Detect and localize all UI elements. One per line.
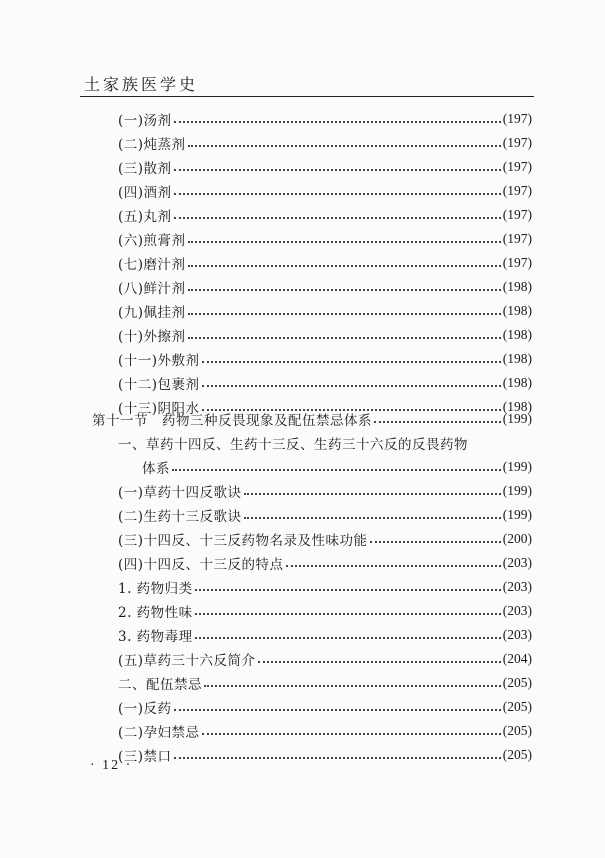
toc-entry-page: (197) [502,159,532,174]
toc-entry-page: (205) [502,747,532,762]
toc-entry-page: (199) [502,459,532,474]
leader-dots [174,709,501,711]
toc-entry-page: (203) [502,555,532,570]
toc-entry [118,744,532,766]
toc-entry [118,108,532,130]
leader-dots [174,121,501,123]
toc-entry-page: (203) [502,579,532,594]
toc-entry [118,204,532,226]
toc-entry [118,552,532,574]
toc-entry-page: (203) [502,627,532,642]
toc-entry-label: (五)草药三十六反简介 [118,653,256,669]
toc-entry-label: (十一)外敷剂 [118,353,200,369]
header-rule [80,96,534,97]
toc-entry-label: 第十一节 药物三种反畏现象及配伍禁忌体系 [92,413,372,429]
leader-dots [188,337,501,339]
toc-entry-page: (197) [502,183,532,198]
toc-entry-page: (198) [502,399,532,414]
toc-entry-label: (四)酒剂 [118,185,172,201]
toc-entry [118,600,532,622]
toc-entry-page: (198) [502,351,532,366]
leader-dots [188,313,501,315]
toc-entry [118,528,532,550]
toc-entry-label: (三)禁口 [118,749,172,765]
toc-entry [118,576,532,598]
toc-entry [142,456,532,478]
toc-entry-page: (205) [502,723,532,738]
leader-dots [174,169,501,171]
toc-entry-page: (197) [502,207,532,222]
toc-entry [118,348,532,370]
toc-entry-page: (198) [502,327,532,342]
toc-entry [118,276,532,298]
leader-dots [188,265,501,267]
toc-entry [118,624,532,646]
toc-entry [118,228,532,250]
toc-entry-label: 体系 [142,461,170,477]
toc-entry-page: (197) [502,231,532,246]
toc-entry-label: (二)生药十三反歌诀 [118,509,242,525]
leader-dots [374,421,501,423]
toc-entry [118,300,532,322]
toc-entry-label: 1. 药物归类 [118,581,193,597]
leader-dots [370,541,501,543]
leader-dots [244,493,501,495]
toc-entry-label: (八)鲜汁剂 [118,281,186,297]
toc-entry [118,648,532,670]
leader-dots [244,517,501,519]
leader-dots [286,565,501,567]
leader-dots [202,361,501,363]
toc-entry [118,672,532,694]
toc-entry [118,372,532,394]
toc-entry-page: (199) [502,483,532,498]
toc-entry-label: (五)丸剂 [118,209,172,225]
toc-entry-page: (198) [502,375,532,390]
leader-dots [258,661,501,663]
toc-entry-page: (197) [502,111,532,126]
toc-entry-page: (203) [502,603,532,618]
toc-entry [118,432,532,454]
leader-dots [202,733,501,735]
toc-entry-label: 2. 药物性味 [118,605,193,621]
leader-dots [204,685,501,687]
toc-entry [118,132,532,154]
toc-entry-page: (205) [502,675,532,690]
toc-entry-label: (十二)包裹剂 [118,377,200,393]
leader-dots [195,589,501,591]
leader-dots [188,289,501,291]
toc-entry-label: (十三)阴阳水 [118,401,200,417]
leader-dots [195,613,501,615]
leader-dots [195,637,501,639]
page-number: · 12 · [90,758,133,773]
toc-entry [118,252,532,274]
toc-entry-label: (七)磨汁剂 [118,257,186,273]
toc-entry-page: (205) [502,699,532,714]
toc-entry [118,720,532,742]
toc-entry-label: (一)反药 [118,701,172,717]
toc-entry-page: (204) [502,651,532,666]
toc-entry [118,696,532,718]
toc-entry-label: (四)十四反、十三反的特点 [118,557,284,573]
toc-entry-label: (二)孕妇禁忌 [118,725,200,741]
running-header-title: 土家族医学史 [84,75,199,94]
toc-entry-label: (十)外擦剂 [118,329,186,345]
toc-entry-label: (二)炖蒸剂 [118,137,186,153]
toc-entry-label: (三)散剂 [118,161,172,177]
toc-entry [118,180,532,202]
leader-dots [172,469,501,471]
toc-section-heading [92,408,532,430]
toc-entry-page: (198) [502,303,532,318]
toc-entry-page: (197) [502,135,532,150]
toc-entry [118,504,532,526]
leader-dots [174,193,501,195]
leader-dots [202,385,501,387]
toc-entry-label: 一、草药十四反、生药十三反、生药三十六反的反畏药物 [118,437,468,453]
toc-entry-page: (199) [502,507,532,522]
toc-entry-label: (三)十四反、十三反药物名录及性味功能 [118,533,368,549]
toc-entry [118,324,532,346]
toc-entry-label: 3. 药物毒理 [118,629,193,645]
toc-entry [118,156,532,178]
toc-entry-label: (一)汤剂 [118,113,172,129]
toc-entry-page: (200) [502,531,532,546]
leader-dots [174,757,501,759]
toc-entry-label: (九)佩挂剂 [118,305,186,321]
toc-entry [118,480,532,502]
toc-entry-label: (六)煎膏剂 [118,233,186,249]
leader-dots [174,217,501,219]
toc-entry-page: (198) [502,279,532,294]
toc-entry-page: (199) [502,411,532,426]
toc-entry-label: 二、配伍禁忌 [118,677,202,693]
leader-dots [188,241,501,243]
leader-dots [188,145,501,147]
toc-entry-page: (197) [502,255,532,270]
toc-entry-label: (一)草药十四反歌诀 [118,485,242,501]
